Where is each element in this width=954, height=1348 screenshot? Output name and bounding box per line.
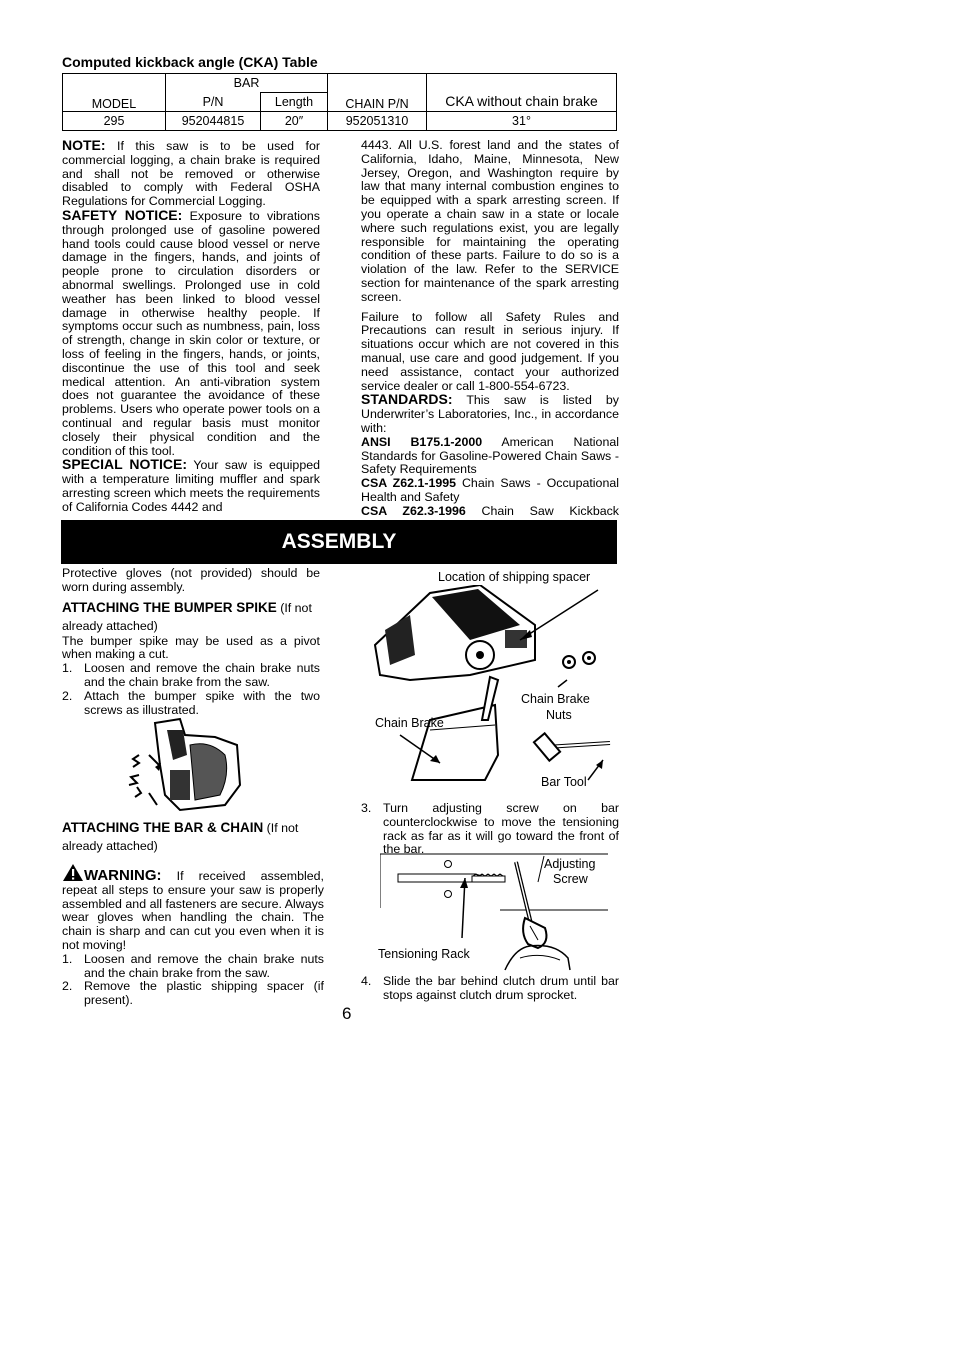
- cka-table-title: Computed kickback angle (CKA) Table: [62, 54, 318, 70]
- ansi-paragraph: [361, 436, 619, 477]
- step-num: 3.: [361, 801, 372, 815]
- bumper-heading: ATTACHING THE BUMPER SPIKE: [62, 599, 277, 615]
- cell-pn: 952044815: [166, 112, 261, 131]
- label-nuts: Nuts: [546, 708, 572, 722]
- standards-paragraph: [361, 393, 619, 435]
- cell-cka: 31°: [427, 112, 617, 131]
- label-chain-brake: Chain Brake: [375, 716, 444, 730]
- special-text: Your saw is equipped with a temperature limiting muffler and spark arresting screen which meets the requirements of California Codes 4442 and: [62, 458, 320, 514]
- list-item: [62, 980, 324, 1008]
- bar-steps: [62, 953, 324, 1008]
- step-text: Slide the bar behind clutch drum until bar stops against clutch drum sprocket.: [383, 974, 619, 1002]
- right-column: [361, 139, 619, 532]
- step-text: Loosen and remove the chain brake nuts and the chain brake from the saw.: [84, 661, 320, 689]
- note-text: If this saw is to be used for commercial logging, a chain brake is required and shall not be removed or otherwise disabled to comply with Federal OSHA Regulations for Commercial Logging.: [62, 139, 320, 209]
- standards-label: STANDARDS:: [361, 391, 453, 408]
- assembly-banner: ASSEMBLY: [61, 520, 617, 564]
- list-item: [62, 662, 320, 690]
- bumper-note: (If not already attached): [62, 600, 312, 633]
- cell-model: 295: [63, 112, 166, 131]
- step-text: Turn adjusting screw on bar counterclockwise to move the tensioning rack as far as it will go toward the front of the bar.: [383, 801, 619, 857]
- bar-note: (If not already attached): [62, 821, 299, 853]
- col-cka: CKA without chain brake: [427, 74, 617, 112]
- label-chain-brake-nuts: Chain Brake: [521, 692, 590, 706]
- standards-text: This saw is listed by Underwriter’s Laboratories, Inc., in accordance with:: [361, 393, 619, 435]
- step-text: Remove the plastic shipping spacer (if present).: [84, 979, 324, 1008]
- cell-chain: 952051310: [328, 112, 427, 131]
- csa1-paragraph: [361, 477, 619, 505]
- table-row: [63, 112, 617, 131]
- step-num: 4.: [361, 974, 372, 988]
- cell-length: 20″: [261, 112, 328, 131]
- bar-heading-block: [62, 819, 324, 855]
- safety-paragraph: [62, 206, 320, 458]
- cont-paragraph: 4443. All U.S. forest land and the states of California, Idaho, Maine, Minnesota, New Jersey, Oregon, and Washington require by law that many internal combustion engines to be equipped with a spark arresting screen. If you operate a chain saw in a state or locale where such regulations exist, you are legally responsible for maintaining the operating condition of these parts. Failure to do so is a violation of the law. Refer to the SERVICE section for maintenance of the spark arresting screen.: [361, 138, 619, 304]
- safety-label: SAFETY NOTICE:: [62, 206, 183, 223]
- warning-text: If received assembled, repeat all steps to ensure your saw is properly assembled and all fasteners are secure. Always wear gloves when handling the chain. The chain is sharp and can cut you even when it is not moving!: [62, 869, 324, 952]
- safety-text: Exposure to vibrations through prolonged use of gasoline powered hand tools could cause blood vessel or nerve damage in the fingers, hands, and joints of people prone to circulation disorders or abnormal swellings. Prolonged use in cold weather has been linked to blood vessel damage in otherwise healthy people. If symptoms occur such as numbness, pain, loss of strength, change in skin color or texture, or loss of feeling in the fingers, hands, or joints, discontinue the use of this tool and seek medical attention. An anti-vibration system does not guarantee the avoidance of these problems. Users who operate power tools on a continual and regular basis must monitor closely their physical condition and the condition of this tool.: [62, 208, 320, 458]
- ansi-label: ANSI B175.1-2000: [361, 434, 483, 449]
- csa2-label: CSA Z62.3-1996: [361, 503, 466, 518]
- bumper-heading-block: [62, 599, 320, 635]
- col-pn: P/N: [166, 93, 261, 112]
- csa1-text: Chain Saws - Occupational Health and Safety: [361, 476, 619, 504]
- step-num: 1.: [62, 661, 73, 676]
- left-column: [62, 139, 320, 515]
- warning-icon: [62, 869, 84, 883]
- chain-brake-illustration: [370, 585, 620, 785]
- gloves-text: Protective gloves (not provided) should be worn during assembly.: [62, 566, 320, 594]
- bumper-steps: [62, 662, 320, 717]
- step-num: 2.: [62, 979, 73, 994]
- csa1-label: CSA Z62.1-1995: [361, 476, 457, 491]
- col-length: Length: [261, 93, 328, 112]
- list-item: [62, 953, 324, 981]
- special-paragraph: [62, 458, 320, 514]
- list-item: [361, 975, 619, 1003]
- bar-section: [62, 819, 324, 1008]
- label-screw: Screw: [553, 872, 588, 886]
- col-bar: BAR: [166, 74, 328, 93]
- ansi-text: American National Standards for Gasoline-Powered Chain Saws - Safety Requirements: [361, 434, 619, 477]
- col-model: MODEL: [63, 74, 166, 112]
- label-bar-tool: Bar Tool: [541, 775, 587, 789]
- warning-paragraph: [62, 863, 324, 953]
- step-num: 2.: [62, 688, 73, 703]
- bar-heading: ATTACHING THE BAR & CHAIN: [62, 820, 264, 835]
- step-text: Loosen and remove the chain brake nuts and the chain brake from the saw.: [84, 951, 324, 980]
- page-number: 6: [342, 1004, 352, 1023]
- step-4: [361, 975, 619, 1003]
- label-shipping-spacer: Location of shipping spacer: [438, 570, 591, 584]
- step-text: Attach the bumper spike with the two screws as illustrated.: [84, 688, 320, 717]
- note-paragraph: [62, 139, 320, 209]
- col-chain: CHAIN P/N: [328, 74, 427, 112]
- bumper-text: The bumper spike may be used as a pivot when making a cut.: [62, 633, 320, 662]
- label-adjusting: Adjusting: [544, 857, 596, 871]
- label-tensioning-rack: Tensioning Rack: [378, 947, 470, 961]
- warning-label: WARNING:: [84, 867, 162, 884]
- list-item: [62, 690, 320, 718]
- note-label: NOTE:: [62, 137, 106, 153]
- assembly-left: [62, 567, 320, 717]
- step-num: 1.: [62, 951, 73, 966]
- cka-table: [62, 73, 617, 131]
- failure-paragraph: Failure to follow all Safety Rules and Precautions can result in serious injury. If situations occur which are not covered in this manual, use care and good judgement. If you need assistance, contact your authorized service dealer or call 1-800-554-6723.: [361, 309, 619, 393]
- special-label: SPECIAL NOTICE:: [62, 456, 187, 473]
- bumper-spike-illustration: [125, 715, 250, 815]
- csa2-text: Chain Saw Kickback: [481, 503, 619, 518]
